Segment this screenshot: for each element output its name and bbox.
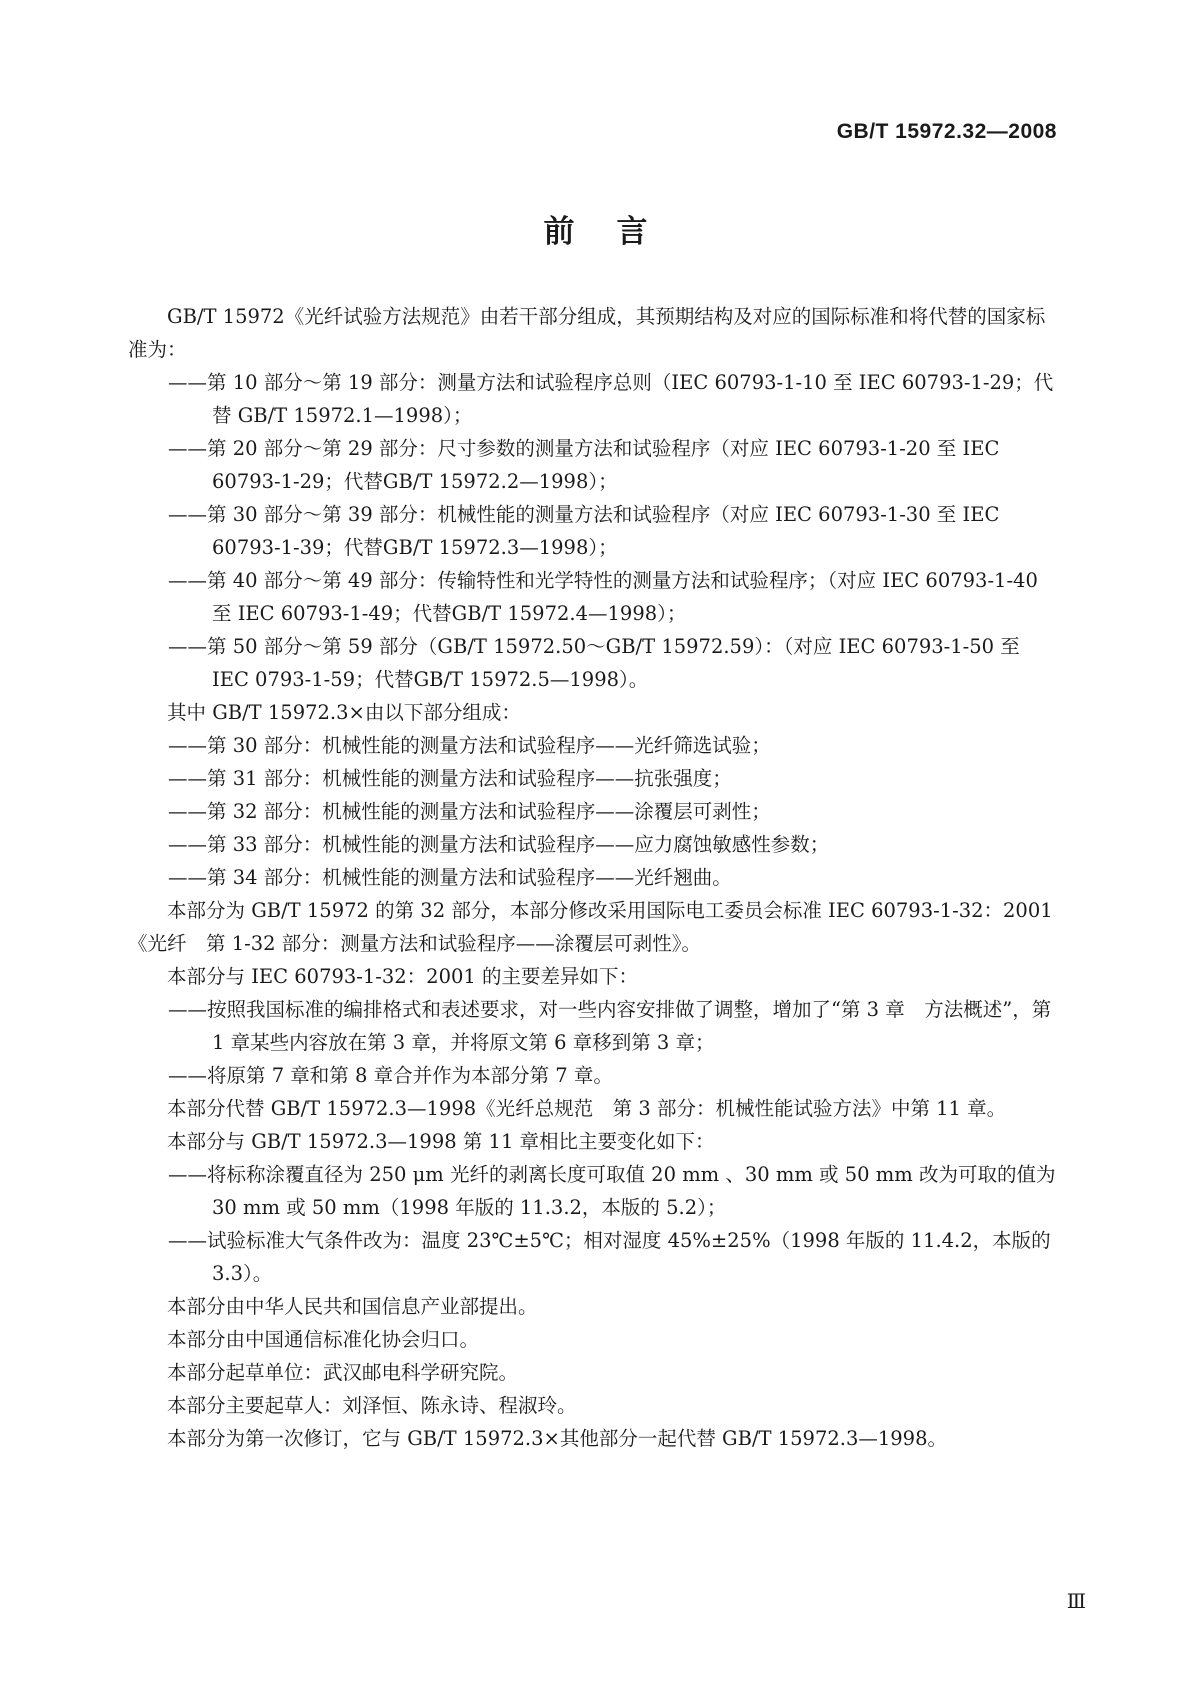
list-item-change-2: ——试验标准大气条件改为：温度 23℃±5℃；相对湿度 45%±25%（1998 年版的 11.4.2，本版的 3.3）。 bbox=[168, 1229, 1051, 1285]
list-item-parts-40-49: ——第 40 部分～第 49 部分：传输特性和光学特性的测量方法和试验程序；（对应 IEC 60793-1-40 至 IEC 60793-1-49；代替GB/T 15972.4—1998）； bbox=[168, 569, 1038, 625]
list-item-change-1: ——将标称涂覆直径为 250 μm 光纤的剥离长度可取值 20 mm 、30 mm 或 50 mm 改为可取的值为 30 mm 或 50 mm（1998 年版的 11.3.2，本版的 5.2）； bbox=[168, 1163, 1056, 1219]
list-item-parts-50-59: ——第 50 部分～第 59 部分（GB/T 15972.50～GB/T 15972.59）：（对应 IEC 60793-1-50 至 IEC 0793-1-59；代替GB/T 15972.5—1998）。 bbox=[168, 635, 1020, 691]
paragraph-differences-intro: 本部分与 IEC 60793-1-32：2001 的主要差异如下： bbox=[167, 965, 639, 988]
paragraph-intro: GB/T 15972《光纤试验方法规范》由若干部分组成，其预期结构及对应的国际标准和将代替的国家标准为： bbox=[128, 305, 1046, 361]
foreword-body bbox=[128, 300, 1058, 1455]
paragraph-replaces: 本部分代替 GB/T 15972.3—1998《光纤总规范 第 3 部分：机械性能试验方法》中第 11 章。 bbox=[167, 1097, 1007, 1120]
paragraph-changes-intro: 本部分与 GB/T 15972.3—1998 第 11 章相比主要变化如下： bbox=[167, 1130, 715, 1153]
page-number: Ⅲ bbox=[1066, 1589, 1086, 1613]
page-title: 前言 bbox=[543, 214, 690, 250]
list-item-part-31: ——第 31 部分：机械性能的测量方法和试验程序——抗张强度； bbox=[168, 767, 732, 790]
list-item-part-34: ——第 34 部分：机械性能的测量方法和试验程序——光纤翘曲。 bbox=[168, 866, 732, 889]
paragraph-subparts-intro: 其中 GB/T 15972.3×由以下部分组成： bbox=[167, 701, 521, 724]
list-item-part-30: ——第 30 部分：机械性能的测量方法和试验程序——光纤筛选试验； bbox=[168, 734, 771, 757]
standard-number: GB/T 15972.32—2008 bbox=[836, 120, 1057, 143]
list-item-parts-30-39: ——第 30 部分～第 39 部分：机械性能的测量方法和试验程序（对应 IEC 60793-1-30 至 IEC 60793-1-39；代替GB/T 15972.3—1998）； bbox=[168, 503, 1000, 559]
list-item-parts-10-19: ——第 10 部分～第 19 部分：测量方法和试验程序总则（IEC 60793-1-10 至 IEC 60793-1-29；代替 GB/T 15972.1—1998）； bbox=[168, 371, 1054, 427]
list-item-part-33: ——第 33 部分：机械性能的测量方法和试验程序——应力腐蚀敏感性参数； bbox=[168, 833, 830, 856]
list-item-difference-1: ——按照我国标准的编排格式和表述要求，对一些内容安排做了调整，增加了“第 3 章 方法概述”，第 1 章某些内容放在第 3 章，并将原文第 6 章移到第 3 章； bbox=[168, 998, 1052, 1054]
paragraph-proposed-by: 本部分由中华人民共和国信息产业部提出。 bbox=[167, 1295, 538, 1318]
paragraph-managed-by: 本部分由中国通信标准化协会归口。 bbox=[167, 1328, 480, 1351]
list-item-part-32: ——第 32 部分：机械性能的测量方法和试验程序——涂覆层可剥性； bbox=[168, 800, 771, 823]
paragraph-drafters: 本部分主要起草人：刘泽恒、陈永诗、程淑玲。 bbox=[167, 1394, 577, 1417]
list-item-parts-20-29: ——第 20 部分～第 29 部分：尺寸参数的测量方法和试验程序（对应 IEC 60793-1-20 至 IEC 60793-1-29；代替GB/T 15972.2—1998）； bbox=[168, 437, 1000, 493]
paragraph-revision: 本部分为第一次修订，它与 GB/T 15972.3×其他部分一起代替 GB/T 15972.3—1998。 bbox=[167, 1427, 948, 1450]
list-item-difference-2: ——将原第 7 章和第 8 章合并作为本部分第 7 章。 bbox=[168, 1064, 613, 1087]
paragraph-drafting-unit: 本部分起草单位：武汉邮电科学研究院。 bbox=[167, 1361, 519, 1384]
paragraph-adoption: 本部分为 GB/T 15972 的第 32 部分，本部分修改采用国际电工委员会标准 IEC 60793-1-32：2001《光纤 第 1-32 部分：测量方法和试验程序——涂覆层可剥性》。 bbox=[128, 899, 1053, 955]
